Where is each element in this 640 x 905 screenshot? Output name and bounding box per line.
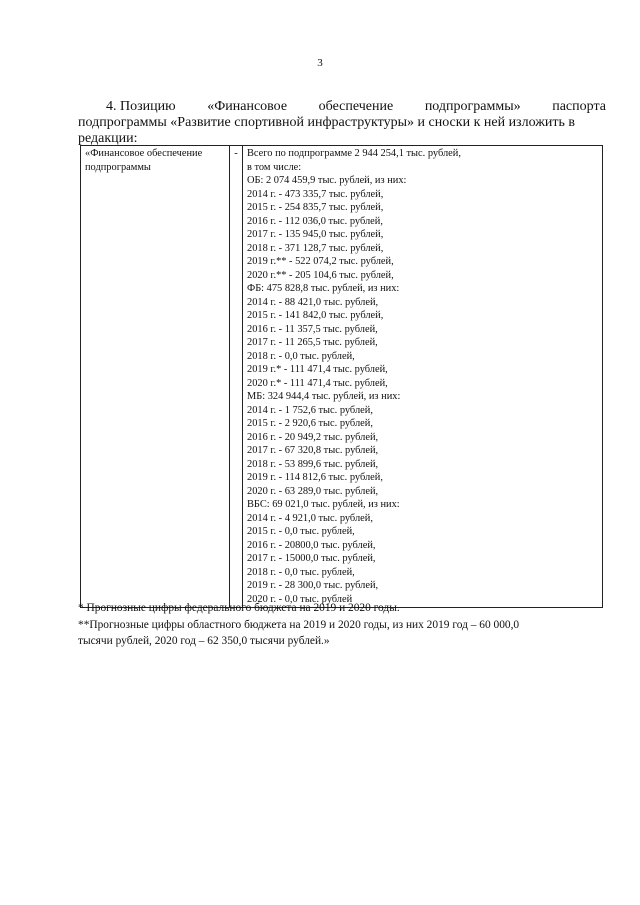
intro-line-3: редакции: — [78, 131, 138, 146]
content-line: Всего по подпрограмме 2 944 254,1 тыс. рублей, — [247, 148, 461, 159]
content-line: 2018 г. - 53 899,6 тыс. рублей, — [247, 458, 379, 470]
content-line: 2019 г. - 28 300,0 тыс. рублей, — [247, 580, 379, 591]
content-line: 2020 г.* - 111 471,4 тыс. рублей, — [247, 377, 388, 389]
content-line: 2016 г. - 20 949,2 тыс. рублей, — [247, 431, 379, 443]
content-line: ВБС: 69 021,0 тыс. рублей, из них: — [247, 499, 400, 510]
label-line: «Финансовое обеспечение — [85, 148, 203, 159]
content-line: 2017 г. - 15000,0 тыс. рублей, — [247, 553, 376, 564]
footnote-regional-line-2: тысячи рублей, 2020 год – 62 350,0 тысячи рублей.» — [78, 635, 330, 647]
page-number: 3 — [317, 57, 323, 69]
intro-word: паспорта — [552, 99, 606, 114]
content-line: 2019 г. - 114 812,6 тыс. рублей, — [247, 472, 383, 483]
intro-paragraph — [78, 99, 606, 147]
table-row — [81, 146, 603, 608]
footnote-regional-line-1: **Прогнозные цифры областного бюджета на 2019 и 2020 годы, из них 2019 год – 60 000,0 — [78, 618, 520, 631]
content-cell — [243, 146, 603, 608]
content-line: ОБ: 2 074 459,9 тыс. рублей, из них: — [247, 175, 407, 186]
footnote-federal: * Прогнозные цифры федерального бюджета на 2019 и 2020 годы. — [78, 602, 400, 614]
content-line: 2015 г. - 254 835,7 тыс. рублей, — [247, 202, 384, 213]
content-line: 2017 г. - 67 320,8 тыс. рублей, — [247, 445, 379, 456]
content-line: 2014 г. - 88 421,0 тыс. рублей, — [247, 296, 379, 308]
financing-table — [80, 145, 603, 608]
content-line: 2018 г. - 0,0 тыс. рублей, — [247, 566, 355, 578]
label-line: подпрограммы — [85, 161, 151, 173]
content-line: 2019 г.** - 522 074,2 тыс. рублей, — [247, 256, 394, 267]
content-line: 2017 г. - 11 265,5 тыс. рублей, — [247, 337, 378, 348]
content-line: ФБ: 475 828,8 тыс. рублей, из них: — [247, 283, 400, 294]
footnotes — [78, 600, 608, 650]
label-cell — [81, 146, 230, 608]
content-line: 2014 г. - 1 752,6 тыс. рублей, — [247, 404, 373, 416]
intro-word: обеспечение — [318, 99, 394, 114]
content-line: 2016 г. - 112 036,0 тыс. рублей, — [247, 215, 383, 227]
intro-word: подпрограммы» — [424, 99, 521, 114]
content-lines — [247, 147, 598, 606]
content-line: МБ: 324 944,4 тыс. рублей, из них: — [247, 391, 401, 402]
content-line: 2016 г. - 20800,0 тыс. рублей, — [247, 539, 376, 551]
dash-text: - — [234, 148, 238, 159]
content-line: 2020 г. - 63 289,0 тыс. рублей, — [247, 485, 379, 497]
content-line: 2018 г. - 0,0 тыс. рублей, — [247, 350, 355, 362]
content-line: 2020 г.** - 205 104,6 тыс. рублей, — [247, 269, 394, 281]
content-line: 2020 г. - 0,0 тыс. рублей — [247, 593, 353, 605]
content-line: 2015 г. - 2 920,6 тыс. рублей, — [247, 418, 373, 429]
content-line: 2017 г. - 135 945,0 тыс. рублей, — [247, 229, 384, 240]
content-line: 2015 г. - 0,0 тыс. рублей, — [247, 526, 355, 537]
content-line: 2014 г. - 4 921,0 тыс. рублей, — [247, 512, 373, 524]
content-line: в том числе: — [247, 161, 302, 173]
intro-line-1 — [78, 99, 606, 115]
intro-line-2: подпрограммы «Развитие спортивной инфраструктуры» и сноски к ней изложить в — [78, 115, 576, 130]
intro-word: 4. Позицию — [106, 99, 176, 114]
intro-word: «Финансовое — [207, 99, 288, 114]
dash-cell — [230, 146, 243, 608]
content-line: 2019 г.* - 111 471,4 тыс. рублей, — [247, 364, 388, 375]
content-line: 2014 г. - 473 335,7 тыс. рублей, — [247, 188, 384, 200]
content-line: 2018 г. - 371 128,7 тыс. рублей, — [247, 242, 384, 254]
content-line: 2015 г. - 141 842,0 тыс. рублей, — [247, 310, 384, 321]
content-line: 2016 г. - 11 357,5 тыс. рублей, — [247, 323, 378, 335]
